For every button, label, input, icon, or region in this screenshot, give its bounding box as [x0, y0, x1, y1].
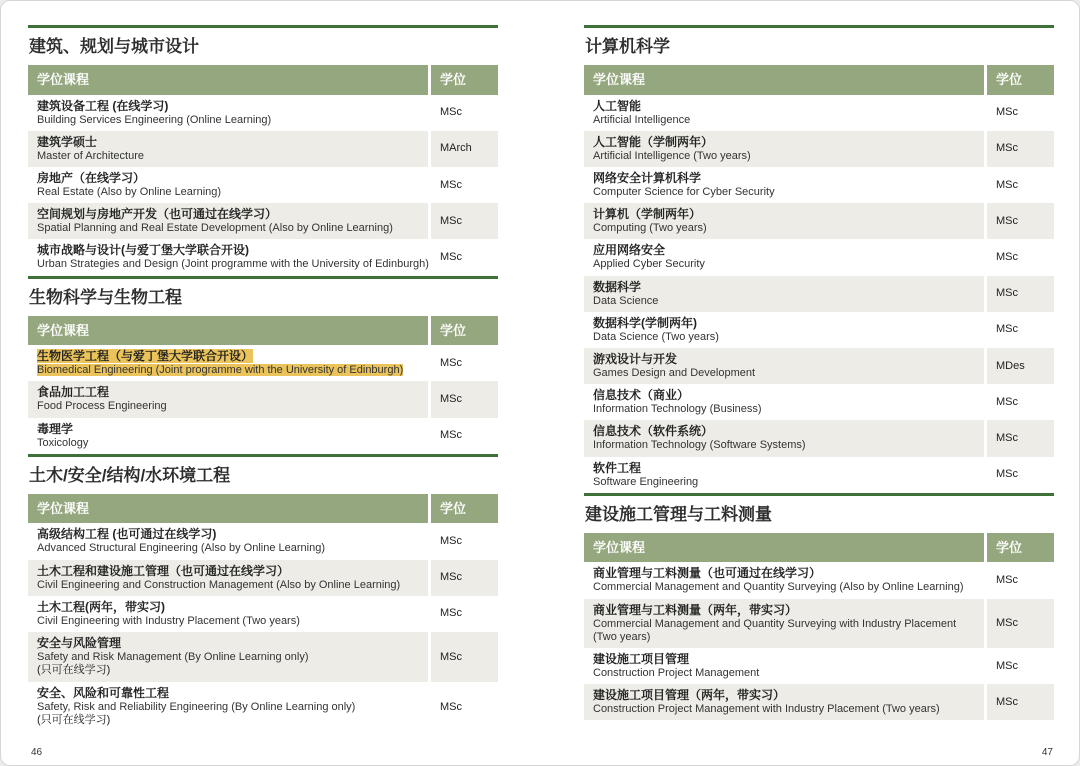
course-name-zh-text: 高级结构工程 (也可通过在线学习) [37, 527, 217, 542]
table-body [28, 345, 498, 454]
column-header-degree: 学位 [987, 533, 1054, 563]
table-row [584, 276, 1054, 312]
course-name-zh-text: 建设施工项目管理 [593, 652, 690, 667]
course-name-zh-text: 计算机（学制两年） [593, 207, 702, 222]
page-number-left: 46 [31, 747, 43, 758]
course-name-en [37, 542, 419, 555]
course-name-zh-text: 游戏设计与开发 [593, 352, 678, 367]
course-name-zh [37, 135, 419, 150]
section-rule [584, 493, 1054, 496]
left-column [28, 25, 498, 732]
course-name-zh [37, 171, 419, 186]
course-name-zh [37, 636, 419, 651]
course-name-zh-text: 房地产（在线学习） [37, 171, 146, 185]
degree-cell: MSc [431, 167, 498, 203]
course-name-en-text: Artificial Intelligence (Two years) [593, 149, 751, 162]
course-name-zh [593, 461, 975, 476]
table-row [584, 203, 1054, 239]
course-cell [584, 457, 984, 493]
course-name-zh-text: 应用网络安全 [593, 243, 666, 258]
course-name-en [37, 701, 419, 714]
course-name-en-text: Construction Project Management [593, 667, 760, 680]
table-row [584, 167, 1054, 203]
course-cell [28, 131, 428, 167]
table-row [584, 420, 1054, 456]
course-cell [584, 420, 984, 456]
course-name-zh-text: 人工智能 [593, 98, 642, 113]
table-row [584, 95, 1054, 131]
course-name-en [593, 667, 975, 680]
table-body [28, 95, 498, 276]
course-name-zh [593, 603, 975, 618]
course-cell [28, 596, 428, 632]
table-row [584, 384, 1054, 420]
column-header-degree: 学位 [431, 65, 498, 95]
course-name-en [37, 579, 419, 592]
course-name-en-text: Urban Strategies and Design (Joint programme with the University of Edinburgh) [37, 258, 429, 271]
course-name-zh [37, 686, 419, 701]
course-cell [28, 95, 428, 131]
degree-cell: MSc [431, 560, 498, 596]
table-header-row [584, 65, 1054, 95]
table-row [28, 95, 498, 131]
course-name-en-text: Commercial Management and Quantity Surveying (Also by Online Learning) [593, 581, 964, 594]
table-row [584, 131, 1054, 167]
degree-cell: MSc [987, 384, 1054, 420]
section-title: 生物科学与生物工程 [29, 287, 182, 307]
table-row [28, 682, 498, 732]
degree-cell: MSc [987, 95, 1054, 131]
course-name-en [593, 150, 975, 163]
course-name-en-text: Computer Science for Cyber Security [593, 186, 775, 198]
course-name-zh [37, 99, 419, 114]
course-name-en-text: Spatial Planning and Real Estate Development (Also by Online Learning) [37, 222, 393, 235]
degree-cell: MSc [431, 682, 498, 732]
course-name-zh-text: 建筑设备工程 (在线学习) [37, 98, 169, 113]
course-name-en [593, 331, 975, 344]
degree-cell: MSc [987, 648, 1054, 684]
course-name-en [37, 222, 419, 235]
course-name-en-text: Applied Cyber Security [593, 258, 705, 271]
course-name-zh-text: 数据科学 [593, 279, 642, 294]
course-cell [28, 682, 428, 732]
course-name-zh-text: 人工智能（学制两年） [593, 134, 714, 149]
section-title: 土木/安全/结构/水环境工程 [29, 465, 231, 485]
course-cell [28, 167, 428, 203]
course-name-zh [593, 652, 975, 667]
course-name-zh [37, 243, 419, 258]
course-name-en [593, 114, 975, 127]
degree-cell: MSc [431, 523, 498, 559]
course-name-zh [593, 171, 975, 186]
degree-cell: MSc [431, 381, 498, 417]
degree-cell: MSc [431, 418, 498, 454]
degree-cell: MSc [431, 203, 498, 239]
table-body [584, 562, 1054, 720]
degree-cell: MSc [987, 457, 1054, 493]
course-name-zh-text: 信息技术（软件系统） [593, 424, 714, 439]
course-cell [28, 523, 428, 559]
table-header-row [28, 65, 498, 95]
course-name-en [593, 476, 975, 489]
table-row [584, 684, 1054, 720]
course-name-zh [593, 135, 975, 150]
course-name-en-text: Building Services Engineering (Online Learning) [37, 113, 272, 126]
course-note: (只可在线学习) [37, 714, 111, 727]
course-name-zh-text: 土木工程(两年，带实习) [37, 599, 165, 614]
table-row [28, 239, 498, 275]
course-name-en [37, 400, 419, 413]
table-row [584, 599, 1054, 648]
course-name-zh-text: 生物医学工程（与爱丁堡大学联合开设） [37, 349, 254, 364]
course-cell [584, 684, 984, 720]
table-row [584, 239, 1054, 275]
table-row [28, 167, 498, 203]
degree-cell: MSc [431, 345, 498, 381]
course-name-en-text: Safety, Risk and Reliability Engineering (By Online Learning only) [37, 701, 356, 714]
course-name-en [37, 114, 419, 127]
course-cell [584, 384, 984, 420]
course-name-en [593, 367, 975, 380]
course-name-en [593, 618, 975, 644]
course-cell [28, 239, 428, 275]
course-name-zh-text: 网络安全计算机科学 [593, 171, 702, 185]
table-row [28, 418, 498, 454]
table-row [28, 381, 498, 417]
table-row [28, 345, 498, 381]
course-name-zh [37, 207, 419, 222]
course-name-en [593, 186, 975, 199]
course-name-en [37, 258, 429, 271]
column-header-degree: 学位 [987, 65, 1054, 95]
course-name-zh [593, 243, 975, 258]
degree-cell: MSc [987, 599, 1054, 648]
programme-section [584, 25, 1054, 493]
column-header-degree: 学位 [431, 494, 498, 524]
column-header-degree: 学位 [431, 316, 498, 346]
page-number-right: 47 [1041, 747, 1053, 758]
course-name-en-text: Information Technology (Software Systems) [593, 439, 806, 452]
course-name-en [593, 703, 975, 716]
degree-cell: MSc [987, 239, 1054, 275]
course-name-zh-text: 安全与风险管理 [37, 636, 122, 651]
programme-section [28, 25, 498, 276]
right-column [584, 25, 1054, 732]
course-name-zh-text: 安全、风险和可靠性工程 [37, 686, 170, 701]
course-name-zh [593, 388, 975, 403]
course-name-en-text: Commercial Management and Quantity Surveying with Industry Placement (Two years) [593, 617, 957, 643]
course-name-zh [593, 352, 975, 367]
course-name-en-text: Real Estate (Also by Online Learning) [37, 186, 222, 198]
course-name-zh [37, 527, 419, 542]
course-name-en-text: Civil Engineering with Industry Placement (Two years) [37, 614, 300, 627]
course-name-en-text: Games Design and Development [593, 367, 756, 380]
course-cell [584, 203, 984, 239]
columns-wrapper [1, 1, 1079, 732]
course-name-en-text: Master of Architecture [37, 149, 144, 162]
degree-cell: MArch [431, 131, 498, 167]
course-name-en [37, 651, 419, 664]
course-name-en [37, 615, 419, 628]
table-row [28, 523, 498, 559]
course-name-zh-text: 建筑学硕士 [37, 134, 98, 149]
course-name-zh-text: 商业管理与工料测量（也可通过在线学习） [593, 566, 822, 581]
course-name-en [593, 581, 975, 594]
course-cell [584, 131, 984, 167]
table-row [28, 203, 498, 239]
course-name-en [37, 186, 419, 199]
degree-cell: MSc [987, 684, 1054, 720]
course-name-en [37, 150, 419, 163]
table-row [584, 457, 1054, 493]
degree-cell: MSc [431, 632, 498, 682]
course-name-zh [593, 280, 975, 295]
column-header-course: 学位课程 [28, 494, 428, 524]
course-name-zh-text: 建设施工项目管理（两年，带实习） [593, 688, 786, 703]
table-row [28, 632, 498, 682]
course-name-en [37, 437, 419, 450]
course-cell [584, 562, 984, 598]
course-name-en-text: Safety and Risk Management (By Online Learning only) [37, 651, 309, 664]
section-title: 建筑、规划与城市设计 [29, 37, 199, 56]
degree-cell: MSc [431, 596, 498, 632]
degree-cell: MSc [987, 312, 1054, 348]
course-name-en-text: Artificial Intelligence [593, 113, 691, 126]
course-cell [28, 418, 428, 454]
course-cell [584, 648, 984, 684]
course-name-zh-text: 毒理学 [37, 421, 74, 436]
course-name-en-text: Food Process Engineering [37, 400, 167, 413]
table-row [584, 562, 1054, 598]
table-header-row [28, 316, 498, 346]
course-cell [584, 312, 984, 348]
course-name-zh [37, 349, 419, 364]
course-name-en-text: Advanced Structural Engineering (Also by Online Learning) [37, 542, 325, 555]
course-note: (只可在线学习) [37, 664, 111, 677]
table-body [584, 95, 1054, 493]
course-cell [584, 276, 984, 312]
course-name-en-text: Software Engineering [593, 475, 699, 488]
course-name-zh [37, 385, 419, 400]
programme-section [28, 276, 498, 454]
programme-section [584, 493, 1054, 721]
course-name-zh [593, 566, 975, 581]
table-row [584, 348, 1054, 384]
column-header-course: 学位课程 [584, 533, 984, 563]
course-cell [28, 345, 428, 381]
degree-cell: MSc [987, 276, 1054, 312]
course-name-en [37, 364, 419, 377]
table-header-row [28, 494, 498, 524]
course-cell [584, 599, 984, 648]
section-rule [584, 25, 1054, 28]
column-header-course: 学位课程 [28, 65, 428, 95]
section-title: 建设施工管理与工料测量 [585, 504, 772, 524]
course-name-en [593, 295, 975, 308]
course-cell [584, 167, 984, 203]
degree-cell: MSc [987, 131, 1054, 167]
course-name-en-text: Civil Engineering and Construction Management (Also by Online Learning) [37, 578, 401, 591]
course-name-en-text: Construction Project Management with Industry Placement (Two years) [593, 703, 940, 716]
course-name-zh-text: 数据科学(学制两年) [593, 315, 697, 330]
course-name-zh [37, 600, 419, 615]
column-header-course: 学位课程 [584, 65, 984, 95]
degree-cell: MSc [431, 239, 498, 275]
table-row [28, 131, 498, 167]
table-row [28, 560, 498, 596]
course-name-en-text: Toxicology [37, 436, 89, 449]
course-name-zh [593, 424, 975, 439]
course-name-zh [593, 316, 975, 331]
course-name-zh [593, 207, 975, 222]
table-row [584, 648, 1054, 684]
course-cell [28, 381, 428, 417]
course-name-en [593, 439, 975, 452]
course-name-zh [37, 422, 419, 437]
course-cell [28, 560, 428, 596]
course-cell [584, 348, 984, 384]
course-cell [28, 632, 428, 682]
degree-cell: MSc [987, 562, 1054, 598]
course-name-en [593, 403, 975, 416]
table-body [28, 523, 498, 732]
section-rule [28, 454, 498, 457]
course-name-zh-text: 土木工程和建设施工管理（也可通过在线学习） [37, 563, 290, 578]
course-name-zh-text: 商业管理与工料测量（两年，带实习） [593, 602, 798, 617]
table-row [584, 312, 1054, 348]
course-name-zh [37, 564, 419, 579]
degree-cell: MSc [987, 203, 1054, 239]
course-name-zh-text: 食品加工工程 [37, 385, 110, 400]
section-title: 计算机科学 [585, 37, 670, 56]
course-name-zh-text: 空间规划与房地产开发（也可通过在线学习） [37, 207, 278, 222]
course-name-zh-text: 软件工程 [593, 460, 642, 475]
degree-cell: MSc [987, 167, 1054, 203]
course-cell [28, 203, 428, 239]
column-header-course: 学位课程 [28, 316, 428, 346]
course-name-zh [593, 99, 975, 114]
section-rule [28, 276, 498, 279]
programme-section [28, 454, 498, 732]
table-row [28, 596, 498, 632]
course-name-zh-text: 信息技术（商业） [593, 388, 690, 403]
course-name-en [593, 258, 975, 271]
course-name-en-text: Data Science (Two years) [593, 330, 719, 343]
course-name-en-text: Data Science [593, 294, 659, 307]
degree-cell: MSc [987, 420, 1054, 456]
course-name-en-text: Computing (Two years) [593, 222, 707, 235]
course-name-zh [593, 688, 975, 703]
course-name-en-text: Information Technology (Business) [593, 403, 762, 416]
table-header-row [584, 533, 1054, 563]
course-name-en [593, 222, 975, 235]
degree-cell: MSc [431, 95, 498, 131]
degree-cell: MDes [987, 348, 1054, 384]
section-rule [28, 25, 498, 28]
course-name-en-text: Biomedical Engineering (Joint programme with the University of Edinburgh) [37, 364, 404, 377]
course-cell [584, 95, 984, 131]
course-name-zh-text: 城市战略与设计(与爱丁堡大学联合开设) [37, 243, 249, 258]
course-cell [584, 239, 984, 275]
